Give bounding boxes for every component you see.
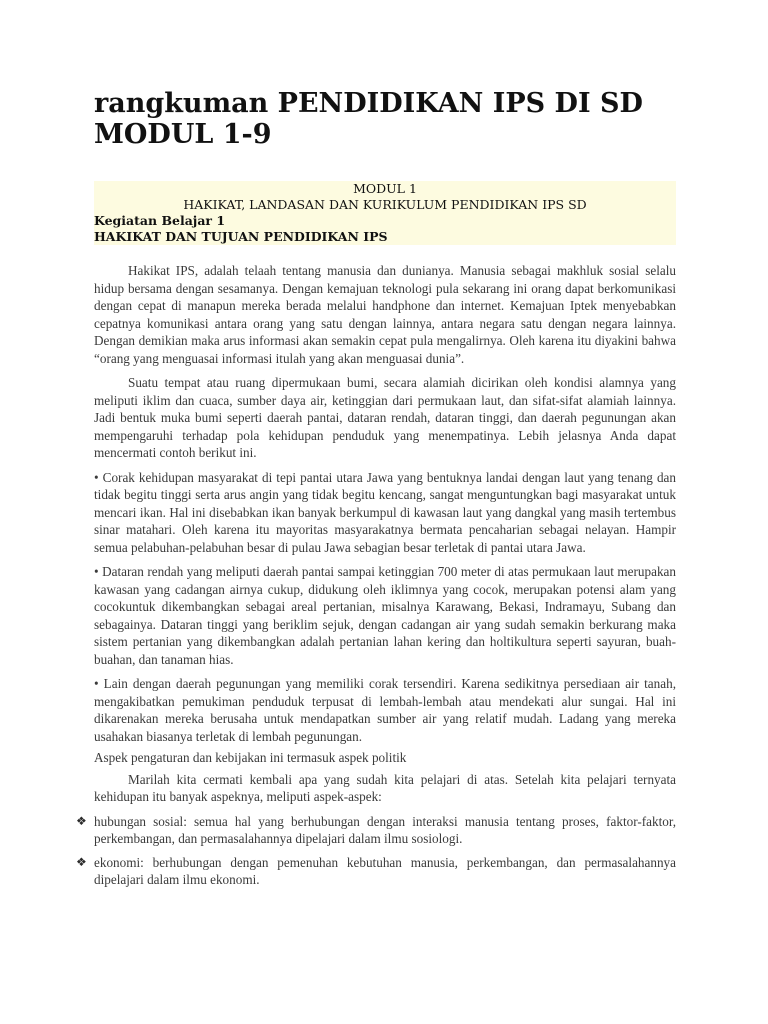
paragraph-lowland: • Dataran rendah yang meliputi daerah pantai sampai ketinggian 700 meter di atas permukaan laut merupakan kawasan yang cadangan airnya cukup, didukung oleh iklimnya yang cocok, merupakan potensi alam yang cocokuntuk dikembangkan sebagai areal pertanian, misalnya Karawang, Bekasi, Indramayu, Subang dan sebagainya. Dataran tinggi yang beriklim sejuk, dengan cadangan air yang sudah semakin berkurang maka sistem pertanian yang dikembangkan adalah pertanian lahan kering dan holtikultura seperti sayuran, buah-buahan, dan tanaman hias. bbox=[94, 564, 676, 667]
paragraph-review: Marilah kita cermati kembali apa yang sudah kita pelajari di atas. Setelah kita pelajari ternyata kehidupan itu banyak aspeknya, meliputi aspek-aspek: bbox=[94, 771, 676, 804]
paragraph-mountain: • Lain dengan daerah pegunungan yang memiliki corak tersendiri. Karena sedikitnya persediaan air tanah, mengakibatkan pemukiman penduduk terpusat di lembah-lembah atau mendekati alur sungai. Hal ini dikarenakan mereka berusaha untuk mendapatkan sumber air yang relatif mudah. Ladang yang mereka usahakan biasanya terletak di lembah pegunungan. bbox=[94, 676, 676, 744]
list-item bbox=[76, 854, 676, 889]
module-title: HAKIKAT, LANDASAN DAN KURIKULUM PENDIDIKAN IPS SD bbox=[183, 197, 587, 212]
list-item-text: ekonomi: berhubungan dengan pemenuhan kebutuhan manusia, perkembangan, dan permasalahannya dipelajari dalam ilmu ekonomi. bbox=[94, 854, 676, 887]
document-body bbox=[76, 262, 676, 895]
document-title: rangkuman PENDIDIKAN IPS DI SD MODUL 1-9 bbox=[94, 88, 643, 150]
activity-label: Kegiatan Belajar 1 bbox=[94, 213, 226, 228]
paragraph-coast: • Corak kehidupan masyarakat di tepi pantai utara Jawa yang bentuknya landai dengan laut yang tenang dan tidak begitu tinggi serta arus angin yang tidak begitu kencang, sangat menguntungkan bagi masyarakat untuk mencari ikan. Hal ini disebabkan ikan banyak berkumpul di kawasan laut yang dangkal yang masih tertembus sinar matahari. Oleh karena itu mayoritas masyarakatnya bermata pencaharian sebagai nelayan. Hampir semua pelabuhan-pelabuhan besar di pulau Jawa sebagian besar terletak di pantai utara Jawa. bbox=[94, 469, 676, 555]
diamond-bullet-icon: ❖ bbox=[76, 854, 87, 869]
list-item bbox=[76, 813, 676, 848]
module-header bbox=[94, 181, 676, 245]
aspect-list bbox=[76, 813, 676, 889]
paragraph-politics: Aspek pengaturan dan kebijakan ini termasuk aspek politik bbox=[94, 750, 407, 765]
diamond-bullet-icon: ❖ bbox=[76, 813, 87, 828]
paragraph-place: Suatu tempat atau ruang dipermukaan bumi, secara alamiah dicirikan oleh kondisi alamnya yang meliputi iklim dan cuaca, sumber daya air, ketinggian dari permukaan laut, dan sifat-sifat alamiah lainnya. Jadi bentuk muka bumi seperti daerah pantai, dataran rendah, dataran tinggi, dan daerah pegunungan akan mempengaruhi terhadap pola kehidupan penduduk yang menempatinya. Lebih jelasnya Anda dapat mencermati contoh berikut ini. bbox=[94, 375, 676, 460]
paragraph-intro: Hakikat IPS, adalah telaah tentang manusia dan dunianya. Manusia sebagai makhluk sosial selalu hidup bersama dengan sesamanya. Dengan kemajuan teknologi pula sekarang ini orang dapat berkomunikasi dengan cepat di manapun mereka berada melalui handphone dan internet. Kemajuan Iptek menyebabkan cepatnya komunikasi antara orang yang satu dengan lainnya, antara negara satu dengan negara lainnya. Dengan demikian maka arus informasi akan semakin cepat pula mengalirnya. Oleh karena itu diyakini bahwa “orang yang menguasai informasi itulah yang akan menguasai dunia”. bbox=[94, 263, 676, 366]
module-number: MODUL 1 bbox=[353, 181, 417, 196]
activity-title: HAKIKAT DAN TUJUAN PENDIDIKAN IPS bbox=[94, 229, 388, 244]
list-item-text: hubungan sosial: semua hal yang berhubungan dengan interaksi manusia tentang proses, faktor-faktor, perkembangan, dan permasalahannya dipelajari dalam ilmu sosiologi. bbox=[94, 813, 676, 846]
